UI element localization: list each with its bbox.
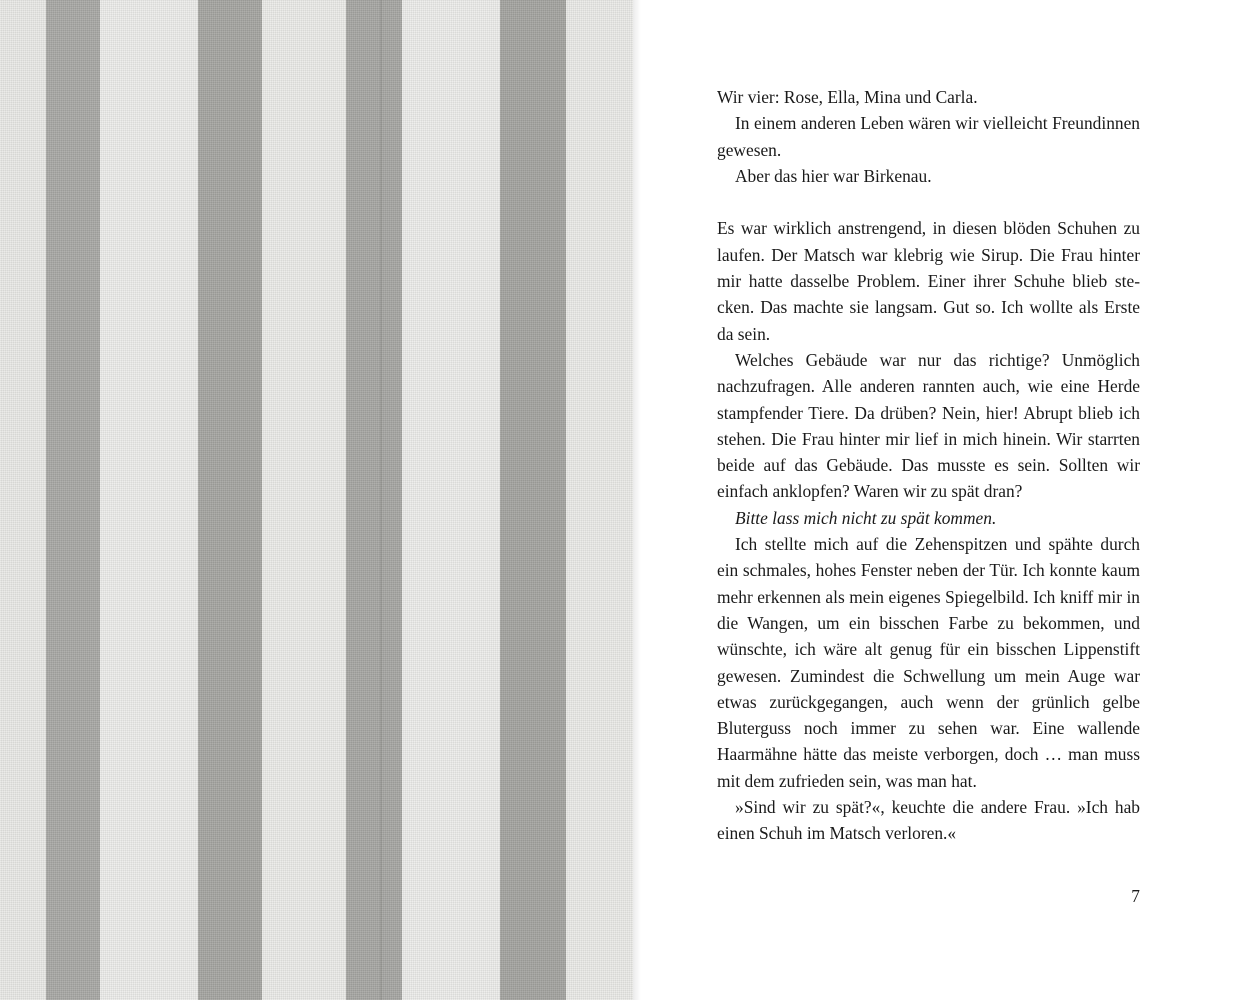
paragraph-2: In einem anderen Leben wären wir vielleicht Freundinnen gewesen. (717, 113, 1140, 160)
page-text (717, 84, 1140, 847)
paragraph-6-italic: Bitte lass mich nicht zu spät kommen. (735, 507, 997, 528)
page-gutter (633, 0, 641, 1000)
paragraph-4: Es war wirklich anstrengend, in diesen blöden Schuhen zu laufen. Der Matsch war klebrig wie Sirup. Die Frau hinter mir hatte dasselbe Problem. Einer ihrer Schuhe blieb stecken. Das machte sie langsam. Gut so. Ich wollte als Erste da sein. (717, 218, 1140, 344)
page-number: 7 (1131, 886, 1140, 906)
paragraph-5: Welches Gebäude war nur das richtige? Unmöglich nachzufragen. Alle anderen rannten auch, wie eine Herde stampfender Tiere. Da drüben? Nein, hier! Abrupt blieb ich stehen. Die Frau hinter mir lief in mich hinein. Wir starrten beide auf das Gebäude. Das musste es sein. Sollten wir einfach anklopfen? Waren wir zu spät dran? (717, 349, 1140, 502)
fabric-seam (380, 0, 382, 1000)
paragraph-7: Ich stellte mich auf die Zehenspitzen und spähte durch ein schmales, hohes Fenster neben der Tür. Ich konnte kaum mehr erkennen als mein eigenes Spiegelbild. Ich kniff mir in die Wangen, um ein bisschen Farbe zu bekommen, und wünschte, ich wäre alt genug für ein bisschen Lippenstift gewesen. Zumindest die Schwellung um mein Auge war etwas zurückgegangen, auch wenn der grünlich gelbe Bluterguss noch immer zu sehen war. Eine wallende Haarmähne hätte das meiste verborgen, doch … man muss mit dem zufrieden sein, was man hat. (717, 534, 1140, 791)
paragraph-1: Wir vier: Rose, Ella, Mina und Carla. (717, 87, 978, 107)
paragraph-3: Aber das hier war Birkenau. (735, 165, 932, 186)
paragraph-8: »Sind wir zu spät?«, keuchte die andere Frau. »Ich hab einen Schuh im Matsch verloren.« (717, 797, 1140, 844)
